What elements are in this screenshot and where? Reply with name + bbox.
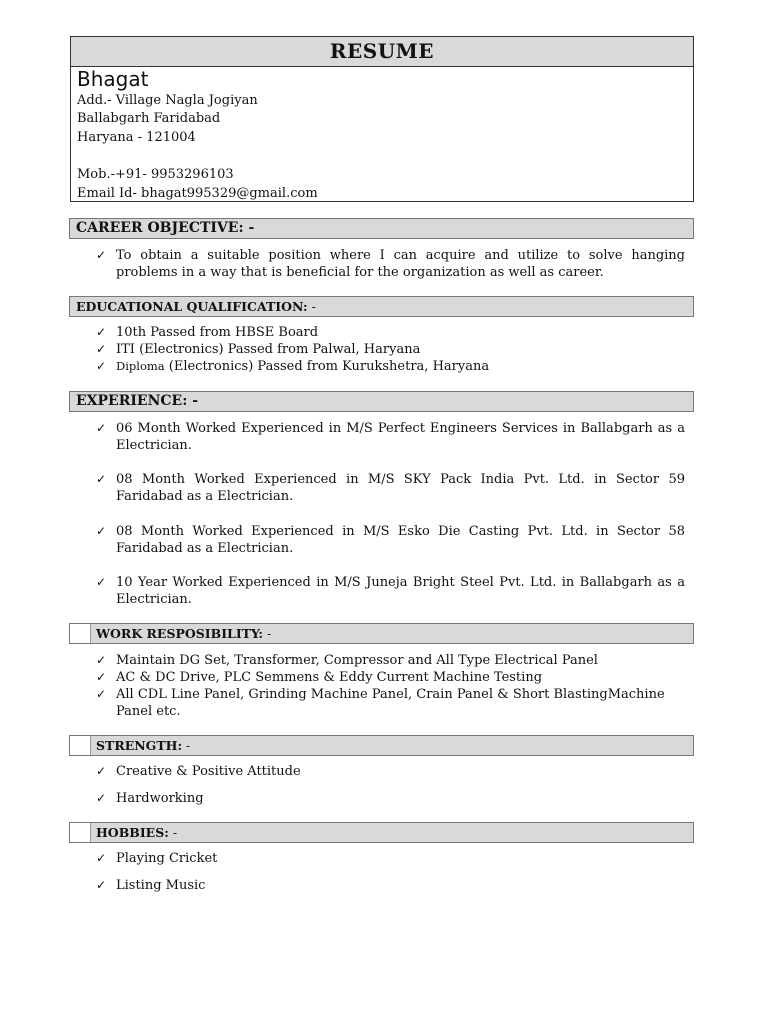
career-objective-text: To obtain a suitable position where I can acquire and utilize to solve hanging problems in a way that is beneficial for the organization as well as career. bbox=[116, 248, 685, 280]
work-item: All CDL Line Panel, Grinding Machine Panel, Crain Panel & Short BlastingMachine Panel etc. bbox=[116, 687, 665, 719]
resume-header-box bbox=[70, 36, 694, 202]
experience-item: 08 Month Worked Experienced in M/S SKY Pack India Pvt. Ltd. in Sector 59 Faridabad as a Electrician. bbox=[116, 472, 685, 504]
address-line-1: Add.- Village Nagla Jogiyan bbox=[77, 93, 258, 108]
work-responsibility-heading: WORK RESPOSIBILITY: bbox=[96, 626, 263, 641]
career-objective-heading-bar bbox=[69, 218, 694, 239]
experience-suffix: - bbox=[187, 393, 199, 409]
address-line-3: Haryana - 121004 bbox=[77, 130, 196, 145]
work-item: Maintain DG Set, Transformer, Compressor and All Type Electrical Panel bbox=[116, 653, 598, 668]
experience-heading-bar bbox=[69, 391, 694, 412]
education-heading: EDUCATIONAL QUALIFICATION: bbox=[76, 299, 308, 314]
resume-title: RESUME bbox=[71, 37, 693, 67]
strength-heading: STRENGTH: bbox=[96, 738, 183, 753]
check-icon: ✓ bbox=[96, 421, 107, 435]
work-item: AC & DC Drive, PLC Semmens & Eddy Current Machine Testing bbox=[116, 670, 543, 685]
email-address: Email Id- bhagat995329@gmail.com bbox=[77, 186, 318, 201]
check-icon: ✓ bbox=[96, 791, 107, 805]
check-icon: ✓ bbox=[96, 472, 107, 486]
strength-item: Creative & Positive Attitude bbox=[116, 764, 301, 779]
check-icon: ✓ bbox=[96, 325, 107, 339]
hobby-item: Listing Music bbox=[116, 878, 206, 893]
work-responsibility-heading-bar bbox=[69, 623, 694, 644]
experience-item: 10 Year Worked Experienced in M/S Juneja Bright Steel Pvt. Ltd. in Ballabgarh as a Electrician. bbox=[116, 575, 685, 607]
check-icon: ✓ bbox=[96, 670, 107, 684]
education-item: ITI (Electronics) Passed from Palwal, Haryana bbox=[116, 342, 421, 357]
address-line-2: Ballabgarh Faridabad bbox=[77, 111, 221, 126]
hobby-item: Playing Cricket bbox=[116, 851, 218, 866]
education-suffix: - bbox=[307, 299, 316, 314]
strength-heading-bar bbox=[69, 735, 694, 756]
experience-heading: EXPERIENCE: bbox=[76, 393, 188, 409]
education-item: 10th Passed from HBSE Board bbox=[116, 325, 319, 340]
hobbies-suffix: - bbox=[168, 825, 178, 840]
strength-item: Hardworking bbox=[116, 791, 204, 806]
strength-suffix: - bbox=[182, 738, 191, 753]
career-objective-heading: CAREER OBJECTIVE: bbox=[76, 220, 244, 236]
hobbies-heading: HOBBIES: bbox=[96, 825, 169, 840]
check-icon: ✓ bbox=[96, 764, 107, 778]
mobile-number: Mob.-+91- 9953296103 bbox=[77, 167, 234, 182]
work-responsibility-suffix: - bbox=[262, 626, 272, 641]
experience-item: 06 Month Worked Experienced in M/S Perfect Engineers Services in Ballabgarh as a Electrician. bbox=[116, 421, 685, 453]
career-objective-suffix: - bbox=[243, 220, 255, 236]
education-item bbox=[116, 358, 685, 375]
check-icon: ✓ bbox=[96, 359, 107, 373]
check-icon: ✓ bbox=[96, 248, 107, 262]
check-icon: ✓ bbox=[96, 653, 107, 667]
check-icon: ✓ bbox=[96, 878, 107, 892]
education-heading-bar bbox=[69, 296, 694, 317]
check-icon: ✓ bbox=[96, 575, 107, 589]
check-icon: ✓ bbox=[96, 342, 107, 356]
experience-item: 08 Month Worked Experienced in M/S Esko Die Casting Pvt. Ltd. in Sector 58 Faridabad as a Electrician. bbox=[116, 524, 685, 556]
education-item-rest: (Electronics) Passed from Kurukshetra, Haryana bbox=[164, 359, 490, 374]
check-icon: ✓ bbox=[96, 524, 107, 538]
candidate-name: Bhagat bbox=[77, 67, 149, 91]
hobbies-heading-bar bbox=[69, 822, 694, 843]
check-icon: ✓ bbox=[96, 851, 107, 865]
education-item-lead: Diploma bbox=[116, 359, 165, 373]
check-icon: ✓ bbox=[96, 687, 107, 701]
